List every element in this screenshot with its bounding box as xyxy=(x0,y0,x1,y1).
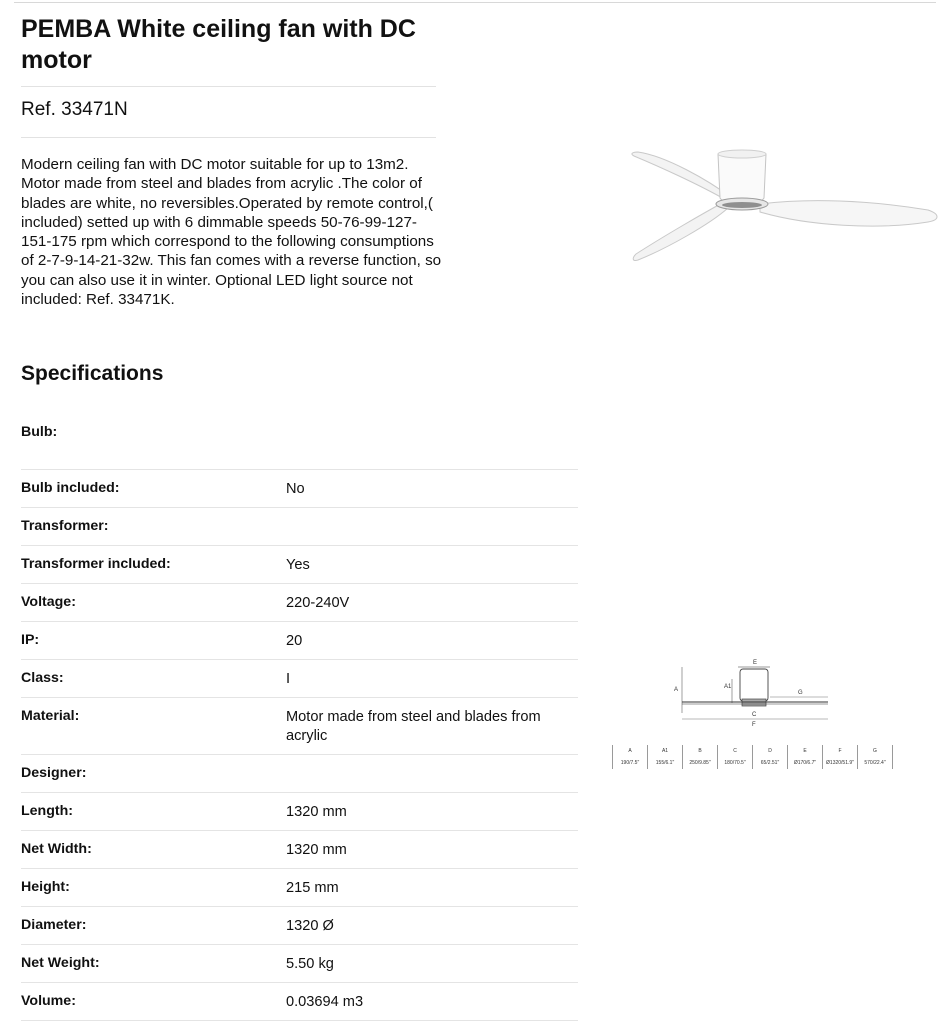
spec-value: 1320 Ø xyxy=(286,918,334,934)
spec-row xyxy=(21,831,578,869)
spec-value: 220-240V xyxy=(286,595,350,611)
spec-row xyxy=(21,907,578,945)
spec-row xyxy=(21,698,578,755)
spec-value: 20 xyxy=(286,633,303,649)
spec-value: 215 mm xyxy=(286,880,339,896)
spec-label: Diameter: xyxy=(21,917,87,933)
spec-row xyxy=(21,869,578,907)
spec-label: IP: xyxy=(21,632,40,648)
dimension-cell xyxy=(857,745,893,769)
spec-label: Bulb included: xyxy=(21,480,120,496)
dimension-value: Ø170/6.7" xyxy=(793,760,817,766)
spec-label: Transformer included: xyxy=(21,556,171,572)
product-title: PEMBA White ceiling fan with DC motor xyxy=(21,15,416,74)
spec-row xyxy=(21,470,578,508)
dimension-cell xyxy=(682,745,717,769)
diagram-label-g: G xyxy=(798,690,803,696)
dimension-cell xyxy=(647,745,682,769)
spec-value: Yes xyxy=(286,557,310,573)
spec-label: Net Width: xyxy=(21,841,92,857)
spec-row xyxy=(21,508,578,546)
spec-row xyxy=(21,412,578,470)
spec-label: Material: xyxy=(21,708,80,724)
diagram-label-e: E xyxy=(753,660,758,666)
diagram-label-a1: A1 xyxy=(724,684,732,690)
spec-label: Volume: xyxy=(21,993,76,1009)
diagram-label-a: A xyxy=(674,687,679,693)
dimension-table xyxy=(612,745,893,769)
spec-value: No xyxy=(286,481,305,497)
spec-value: 5.50 kg xyxy=(286,956,334,972)
spec-value: 0.03694 m3 xyxy=(286,994,364,1010)
product-description: Modern ceiling fan with DC motor suitable for up to 13m2. Motor made from steel and blades from acrylic .The color of blades are white, no reversibles.Operated by remote control,( included) setted up with 6 dimmable speeds 50-76-99-127-151-175 rpm which correspond to the following consumptions of 2-7-9-14-21-32w. This fan comes with a reverse function, so you can also use it in winter. Optional LED light source not included: Ref. 33471K. xyxy=(21,156,442,309)
dimension-diagram xyxy=(670,655,850,730)
specifications-heading: Specifications xyxy=(21,362,164,385)
diagram-label-f: F xyxy=(752,722,756,728)
spec-row xyxy=(21,584,578,622)
dimension-cell xyxy=(822,745,857,769)
dimension-letter: G xyxy=(873,748,877,754)
ref-divider xyxy=(21,137,436,138)
dimension-letter: D xyxy=(768,748,772,754)
spec-value: 1320 mm xyxy=(286,804,347,820)
dimension-letter: F xyxy=(838,748,842,754)
dimension-letter: E xyxy=(803,748,807,754)
dimension-letter: A xyxy=(628,748,632,754)
dimension-value: 250/9.85" xyxy=(689,760,711,766)
dimension-letter: C xyxy=(733,748,737,754)
product-fan-image xyxy=(628,140,938,270)
diagram-label-c: C xyxy=(752,712,757,718)
title-divider xyxy=(21,86,436,87)
dimension-value: Ø1320/51.9" xyxy=(826,760,854,766)
spec-label: Class: xyxy=(21,670,64,686)
dimension-cell xyxy=(787,745,822,769)
spec-value: I xyxy=(286,671,291,687)
spec-row xyxy=(21,983,578,1021)
dimension-value: 155/6.1" xyxy=(655,760,675,766)
spec-label: Height: xyxy=(21,879,70,895)
spec-label: Length: xyxy=(21,803,74,819)
dimension-cell xyxy=(752,745,787,769)
dimension-value: 180/70.5" xyxy=(724,760,746,766)
product-ref: Ref. 33471N xyxy=(21,99,128,120)
dimension-value: 190/7.5" xyxy=(620,760,640,766)
dimension-cell xyxy=(612,745,647,769)
top-divider xyxy=(14,2,936,3)
dimension-letter: A1 xyxy=(661,748,669,754)
spec-label: Transformer: xyxy=(21,518,109,534)
dimension-letter: B xyxy=(698,748,702,754)
dimension-value: 65/2.51" xyxy=(760,760,780,766)
spec-label: Net Weight: xyxy=(21,955,100,971)
spec-row xyxy=(21,945,578,983)
spec-label: Voltage: xyxy=(21,594,76,610)
dimension-cell xyxy=(717,745,752,769)
dimension-value: 570/22.4" xyxy=(864,760,886,766)
spec-label: Bulb: xyxy=(21,424,58,440)
spec-row xyxy=(21,793,578,831)
spec-value: 1320 mm xyxy=(286,842,347,858)
spec-value: Motor made from steel and blades from acrylic xyxy=(286,709,541,744)
spec-label: Designer: xyxy=(21,765,87,781)
spec-row xyxy=(21,622,578,660)
spec-row xyxy=(21,755,578,793)
spec-row xyxy=(21,546,578,584)
specifications-table xyxy=(21,412,578,1021)
spec-row xyxy=(21,660,578,698)
